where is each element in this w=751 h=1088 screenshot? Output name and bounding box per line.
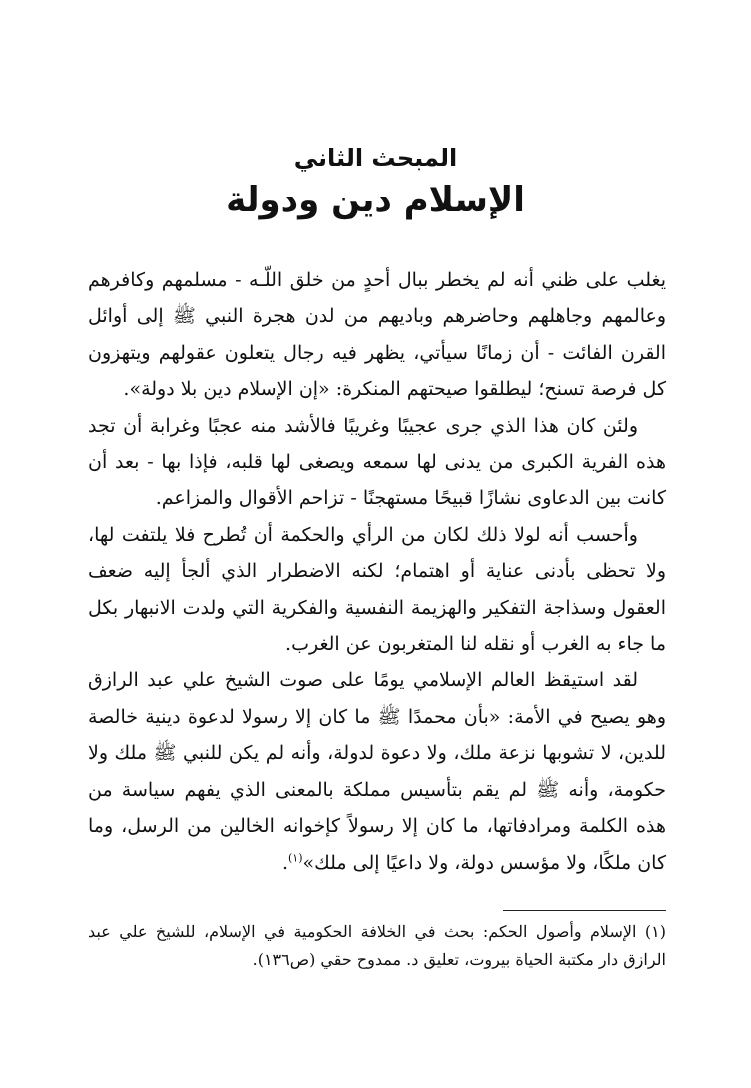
paragraph-2: [88, 408, 666, 517]
paragraph-1: [88, 262, 666, 408]
section-title: الإسلام دين ودولة: [226, 180, 525, 220]
paragraph-3: [88, 517, 666, 663]
paragraph-text: يغلب على ظني أنه لم يخطر ببال أحدٍ من خلق اللّـه - مسلمهم وكافرهم وعالمهم وجاهلهم وحاضرهم وباديهم من لدن هجرة النبي ﷺ إلى أوائل القرن الفائت - أن زمانًا سيأتي، يظهر فيه رجال يتعلون عقولهم ويتهزون كل فرصة تسنح؛ ليطلقوا صيحتهم المنكرة: «إن الإسلام دين بلا دولة».: [88, 269, 666, 401]
paragraph-text: لقد استيقظ العالم الإسلامي يومًا على صوت الشيخ علي عبد الرازق وهو يصيح في الأمة: «بأن محمدًا ﷺ ما كان إلا رسولا لدعوة دينية خالصة للدين، لا تشوبها نزعة ملك، ولا دعوة لدولة، وأنه لم يكن للنبي ﷺ ملك ولا حكومة، وأنه ﷺ لم يقم بتأسيس مملكة بالمعنى الذي يفهم سياسة من هذه الكلمة ومرادفاتها، ما كان إلا رسولاً كإخوانه الخالين من الرسل، وما كان ملكًا، ولا مؤسس دولة، ولا داعيًا إلى ملك»: [88, 669, 666, 874]
paragraph-text: ولئن كان هذا الذي جرى عجيبًا وغريبًا فالأشد منه عجبًا وغرابة أن تجد هذه الفرية الكبرى من يدنى لها سمعه ويصغى لها قلبه، فإذا بها - بعد أن كانت بين الدعاوى نشازًا قبيحًا مستهجنًا - تزاحم الأقوال والمزاعم.: [88, 414, 666, 510]
section-label: المبحث الثاني: [293, 144, 458, 172]
footnote-reference: (١): [287, 851, 303, 865]
footnote-divider: [503, 910, 666, 911]
paragraph-4: لقد استيقظ العالم الإسلامي يومًا على صوت الشيخ علي عبد الرازق وهو يصيح في الأمة: «بأن محمدًا ﷺ ما كان إلا رسولا لدعوة دينية خالصة للدين، لا تشوبها نزعة ملك، ولا دعوة لدولة، وأنه لم يكن للنبي ﷺ ملك ولا حكومة، وأنه ﷺ لم يقم بتأسيس مملكة بالمعنى الذي يفهم سياسة من هذه الكلمة ومرادفاتها، ما كان إلا رسولاً كإخوانه الخالين من الرسل، وما كان ملكًا، ولا مؤسس دولة، ولا داعيًا إلى ملك»$^{(١)}$.: [88, 669, 666, 874]
footnote-1: (١) الإسلام وأصول الحكم: بحث في الخلافة الحكومية في الإسلام، للشيخ علي عبد الرازق دار مكتبة الحياة بيروت، تعليق د. ممدوح حقي (ص١٣٦).: [88, 922, 666, 969]
paragraph-text: وأحسب أنه لولا ذلك لكان من الرأي والحكمة أن تُطرح فلا يلتفت لها، ولا تحظى بأدنى عناية أو اهتمام؛ لكنه الاضطرار الذي ألجأ إليه ضعف العقول وسذاجة التفكير والهزيمة النفسية والفكرية التي ولدت الانبهار بكل ما جاء به الغرب أو نقله لنا المتغربون عن الغرب.: [88, 523, 666, 656]
body-text: [88, 262, 666, 881]
footnotes: [88, 918, 666, 974]
